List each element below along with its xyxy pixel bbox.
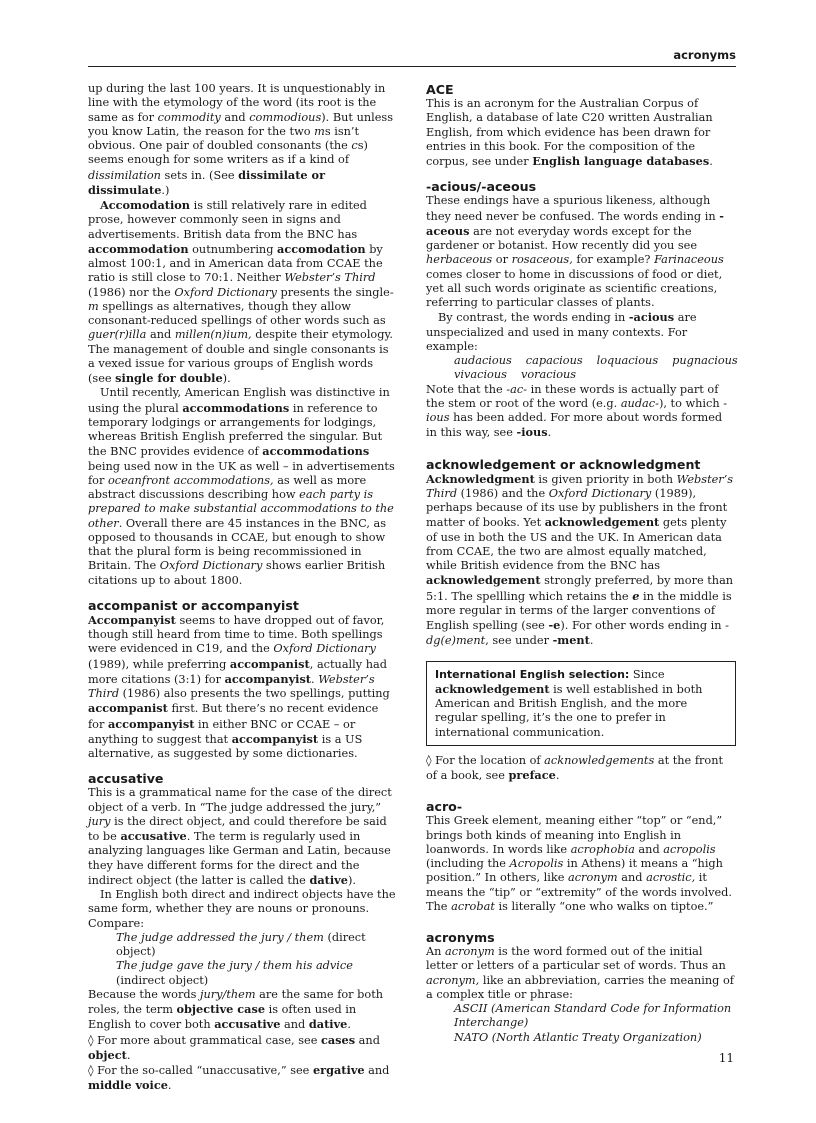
cross-reference-note: ◊ For the location of acknowledgements at the front of a book, see preface. [426,753,724,782]
body-paragraph: This is a grammatical name for the case of the direct object of a verb. In “The judge addressed the jury,” jury is the direct object, and could therefore be said to be accusative. The term is regularly used in analyzing languages like German and Latin, because they have different forms for the direct and the indirect object (the latter is called the dative). [88,786,392,887]
cross-reference[interactable]: dissimilate or dissimulate [88,167,326,197]
box-title: International English selection: [435,667,630,681]
left-column [88,82,398,1094]
body-paragraph: This Greek element, meaning either “top” or “end,” brings both kinds of meaning into English in loanwords. In words like acrophobia and acropolis (including the Acropolis in Athens) it means a “high position.” In others, like acronym and acrostic, it means the “tip” or “extremity” of the words involved. The acrobat is literally “one who walks on tiptoe.” [426,814,733,913]
body-paragraph: Note that the -ac- in these words is actually part of the stem or root of the word (e.g. audac-), to which -ious has been added. For more about words formed in this way, see -ious. [426,382,728,440]
headword-accompanist: accompanist or accompanyist [88,597,299,613]
cross-reference[interactable]: English language databases [532,154,710,168]
headword-acronyms: acronyms [426,930,495,945]
headword-acro: acro- [426,799,463,815]
example-acronym: NATO (North Atlantic Treaty Organization) [454,1030,702,1044]
body-paragraph: In English both direct and indirect objects have the same form, whether they are nouns or pronouns. Compare: [88,888,396,930]
right-column [426,82,736,1045]
headword-accusative: accusative [88,771,164,787]
international-english-box: International English selection: Since acknowledgement is well established in both American and British English, and the more regular spelling, it’s the one to prefer in international communication. [426,661,736,746]
body-paragraph: An acronym is the word formed out of the initial letter or letters of a particular set of words. Thus an acronym, like an abbreviation, carries the meaning of a complex title or phrase: [426,945,734,1001]
cross-reference-note: ◊ For the so-called “unaccusative,” see ergative and middle voice. [88,1063,390,1093]
body-paragraph: This is an acronym for the Australian Corpus of English, a database of late C20 written Australian English, from which evidence has been drawn for entries in this book. For the composition of the corpus, see under English language databases. [426,97,713,168]
running-head: acronyms [88,46,736,67]
page-number: 11 [718,1051,734,1065]
cross-reference[interactable]: single for double [115,371,223,385]
example-words: vivacious voracious [454,368,577,382]
headword-acious: -acious/-aceous [426,179,537,195]
body-paragraph: Acknowledgment is given priority in both Webster’s Third (1986) and the Oxford Dictionary (1989), perhaps because of its use by publishers in the front matter of books. Yet acknowledgement gets plenty of use in both the US and the UK. In American data from CCAE, the two are almost equally matched, while British evidence from the BNC has acknowledgement strongly preferred, by more than 5:1. The spellling which retains the e in the middle is more regular in terms of the larger conventions of English spelling (see -e). For other words ending in -dg(e)ment, see under -ment. [426,471,734,648]
cross-reference[interactable]: ergative [312,1063,365,1077]
cross-reference[interactable]: middle voice [88,1078,168,1093]
continuation-paragraph: up during the last 100 years. It is unquestionably in line with the etymology of the word (its root is the same as for commodity and commodious). But unless you know Latin, the reason for the two ms isn’t obvious. One pair of doubled consonants (the cs) seems enough for some writers as if a kind of dissimilation sets in. (See dissimilate or dissimulate.) [88,82,394,197]
example-words: audacious capacious loquacious pugnacious [454,354,738,367]
example-sentence: The judge addressed the jury / them (direct object) [116,930,366,958]
headword-acknowledgement: acknowledgement or acknowledgment [426,456,701,472]
headword-ace: ACE [426,82,454,97]
body-paragraph: Accomodation is still relatively rare in edited prose, however commonly seen in signs and advertisements. British data from the BNC has accommodation outnumbering accomodation by almost 100:1, and in American data from CCAE the ratio is still close to 70:1. Neither Webster’s Third (1986) nor the Oxford Dictionary presents the single-m spellings as alternatives, though they allow consonant-reduced spellings of other words such as guer(r)illa and millen(n)ium, despite their etymology. The management of double and single consonants is a vexed issue for various groups of English words (see single for double). [88,198,394,385]
cross-reference[interactable]: object [88,1047,127,1062]
body-paragraph: By contrast, the words ending in -acious are unspecialized and used in many contexts. For example: [426,310,697,353]
cross-reference[interactable]: preface [508,768,556,782]
example-acronym: ASCII (American Standard Code for Information Interchange) [454,1002,732,1030]
body-paragraph: Accompanyist seems to have dropped out of favor, though still heard from time to time. Both spellings were evidenced in C19, and the Oxford Dictionary (1989), while preferring accompanist, actually had more citations (3:1) for accompanyist. Webster’s Third (1986) also presents the two spellings, putting accompanist first. But there’s no recent evidence for accompanyist in either BNC or CCAE – or anything to suggest that accompanyist is a US alternative, as suggested by some dictionaries. [88,612,390,760]
body-paragraph: Because the words jury/them are the same for both roles, the term objective case is often used in English to cover both accusative and dative. [88,987,384,1032]
cross-reference[interactable]: -ment [552,633,590,648]
example-sentence: The judge gave the jury / them his advice (indirect object) [116,959,353,987]
body-paragraph: Until recently, American English was distinctive in using the plural accommodations in reference to temporary lodgings or arrangements for lodgings, whereas British English preferred the singular. But the BNC provides evidence of accommodations being used now in the UK as well – in advertisements for oceanfront accommodations, as well as more abstract discussions describing how each party is prepared to make substantial accommodations to the other. Overall there are 45 instances in the BNC, as opposed to thousands in CCAE, but enough to show that the plural form is being recommissioned in Britain. The Oxford Dictionary shows earlier British citations up to about 1800. [88,386,395,587]
cross-reference-note: ◊ For more about grammatical case, see cases and object. [88,1032,380,1062]
cross-reference[interactable]: cases [320,1032,356,1047]
cross-reference[interactable]: -e [548,618,561,632]
body-paragraph: These endings have a spurious likeness, although they need never be confused. The words ending in -aceous are not everyday words except for the gardener or botanist. How recently did you see herbaceous or rosaceous, for example? Farinaceous comes closer to home in discussions of food or diet, yet all such words originate as scientific creations, referring to particular classes of plants. [426,194,724,309]
cross-reference[interactable]: -ious [516,425,548,440]
